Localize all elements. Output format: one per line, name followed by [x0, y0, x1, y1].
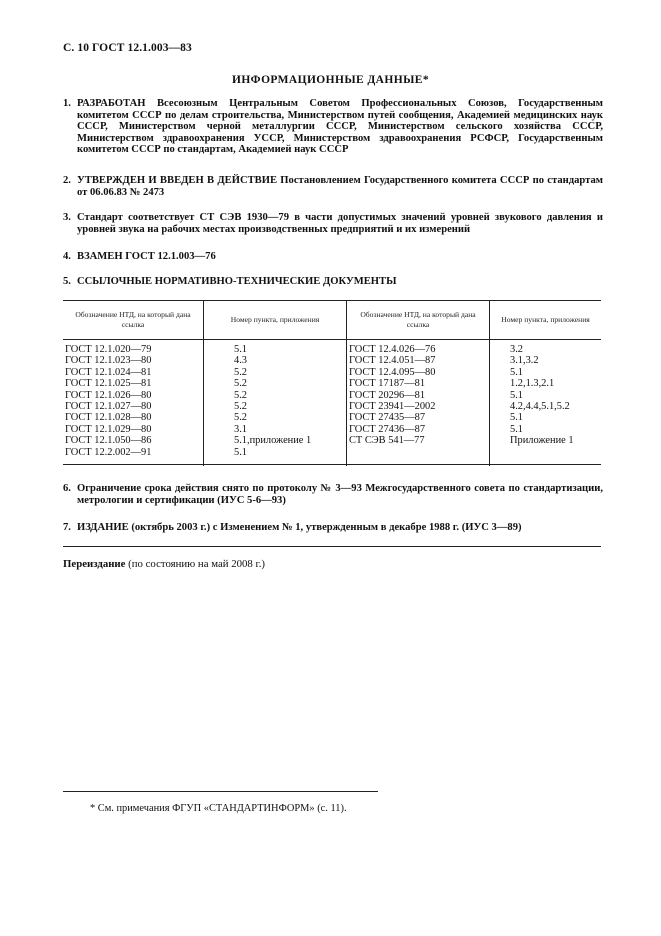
reissue-note — [63, 558, 265, 570]
point-number: 1.2,1.3,2.1 — [510, 378, 555, 390]
item-text: Постановлением Государственного комитета СССР по стандартам от 06.06.83 № 2473 — [77, 175, 603, 198]
column-header: Обозначение НТД, на который дана ссылка — [347, 301, 490, 340]
point-number: Приложение 1 — [510, 435, 574, 447]
point-number: 5.1,приложение 1 — [234, 435, 312, 447]
doc-designation: ГОСТ 27436—87 — [349, 423, 426, 435]
table-header-row — [63, 301, 601, 340]
item-text: Стандарт соответствует СТ СЭВ 1930—79 в части допустимых значений уровней звукового давления и уровней звука на рабочих местах производственных предприятий и их измерений — [77, 212, 603, 235]
info-item-5 — [63, 276, 603, 288]
point-number: 5.2 — [234, 412, 247, 424]
table-bottom-rule — [63, 464, 601, 465]
point-number: 3.2 — [510, 344, 523, 355]
doc-designation: ГОСТ 12.1.025—81 — [65, 378, 152, 390]
doc-designation: ГОСТ 12.4.095—80 — [349, 366, 436, 378]
item-lead: УТВЕРЖДЕН И ВВЕДЕН В ДЕЙСТВИЕ — [77, 175, 278, 186]
info-item-6 — [63, 483, 603, 506]
point-number: 5.1 — [234, 446, 247, 458]
footnote: * См. примечания ФГУП «СТАНДАРТИНФОРМ» (с. 11). — [90, 803, 347, 814]
doc-designation: ГОСТ 12.4.051—87 — [349, 355, 436, 367]
point-number: 5.1 — [510, 389, 523, 401]
point-number: 5.1 — [234, 344, 247, 355]
reissue-lead: Переиздание — [63, 558, 126, 570]
item-text: (октябрь 2003 г.) с Изменением № 1, утвержденным в декабре 1988 г. (ИУС 3—89) — [128, 522, 522, 533]
item-number: 4. — [63, 251, 71, 262]
info-item-2 — [63, 175, 603, 198]
info-item-4 — [63, 251, 603, 263]
point-number: 5.2 — [234, 389, 247, 401]
doc-designation: ГОСТ 12.4.026—76 — [349, 344, 436, 355]
item-number: 6. — [63, 483, 71, 494]
point-number: 5.2 — [234, 401, 247, 413]
reference-documents-table — [63, 300, 601, 466]
point-number: 5.2 — [234, 366, 247, 378]
item-text: Ограничение срока действия снято по протоколу № 3—93 Межгосударственного совета по стандартизации, метрологии и сертификации (ИУС 5-6—93) — [77, 483, 603, 506]
item-number: 3. — [63, 212, 71, 223]
column-header: Номер пункта, приложения — [490, 301, 602, 340]
point-number: 5.1 — [510, 366, 523, 378]
doc-designation: ГОСТ 12.1.028—80 — [65, 412, 152, 424]
point-number: 5.1 — [510, 423, 523, 435]
doc-designation: ГОСТ 12.1.027—80 — [65, 401, 152, 413]
info-item-1 — [63, 98, 603, 156]
doc-designation: ГОСТ 17187—81 — [349, 378, 426, 390]
left-points-cell — [204, 340, 347, 467]
column-header: Обозначение НТД, на который дана ссылка — [63, 301, 204, 340]
left-docs-cell — [63, 340, 204, 467]
doc-designation: ГОСТ 27435—87 — [349, 412, 426, 424]
point-number: 3.1 — [234, 423, 247, 435]
item-lead: ИЗДАНИЕ — [77, 522, 129, 533]
doc-designation: ГОСТ 12.1.023—80 — [65, 355, 152, 367]
doc-designation: ГОСТ 20296—81 — [349, 389, 426, 401]
item-text: Всесоюзным Центральным Советом Профессиональных Союзов, Государственным комитетом СССР по делам строительства, Министерством путей сообщения, Академией медицинских наук СССР, Министерством черной металлургии СССР, Министерством сельского хозяйства СССР, Министерством здравоохранения УССР, Министерством здравоохранения РСФСР, Государственным комитетом СССР по стандартам, Академией наук СССР — [77, 98, 603, 156]
info-item-7 — [63, 522, 603, 534]
doc-designation: ГОСТ 12.1.020—79 — [65, 344, 152, 355]
table-row — [63, 340, 601, 467]
right-points-cell — [490, 340, 602, 467]
point-number: 4.2,4.4,5.1,5.2 — [510, 401, 570, 413]
info-item-3 — [63, 212, 603, 235]
page-header: С. 10 ГОСТ 12.1.003—83 — [63, 42, 192, 54]
point-number: 5.2 — [234, 378, 247, 390]
item-lead: ВЗАМЕН ГОСТ 12.1.003—76 — [77, 251, 216, 262]
item-lead: РАЗРАБОТАН — [77, 98, 146, 109]
section-divider — [63, 546, 601, 547]
doc-designation: ГОСТ 23941—2002 — [349, 401, 436, 413]
doc-designation: ГОСТ 12.2.002—91 — [65, 446, 152, 458]
doc-designation: СТ СЭВ 541—77 — [349, 435, 425, 447]
doc-designation: ГОСТ 12.1.029—80 — [65, 423, 152, 435]
item-number: 5. — [63, 276, 71, 287]
reissue-text: (по состоянию на май 2008 г.) — [125, 558, 266, 570]
item-number: 2. — [63, 175, 71, 186]
point-number: 3.1,3.2 — [510, 355, 539, 367]
right-docs-cell — [347, 340, 490, 467]
item-number: 7. — [63, 522, 71, 533]
doc-designation: ГОСТ 12.1.024—81 — [65, 366, 152, 378]
point-number: 5.1 — [510, 412, 523, 424]
column-header: Номер пункта, приложения — [204, 301, 347, 340]
footnote-rule — [63, 791, 378, 792]
doc-designation: ГОСТ 12.1.050—86 — [65, 435, 152, 447]
item-lead: ССЫЛОЧНЫЕ НОРМАТИВНО-ТЕХНИЧЕСКИЕ ДОКУМЕНТЫ — [77, 276, 397, 287]
point-number: 4.3 — [234, 355, 247, 367]
section-title: ИНФОРМАЦИОННЫЕ ДАННЫЕ* — [231, 74, 429, 86]
item-number: 1. — [63, 98, 71, 109]
doc-designation: ГОСТ 12.1.026—80 — [65, 389, 152, 401]
